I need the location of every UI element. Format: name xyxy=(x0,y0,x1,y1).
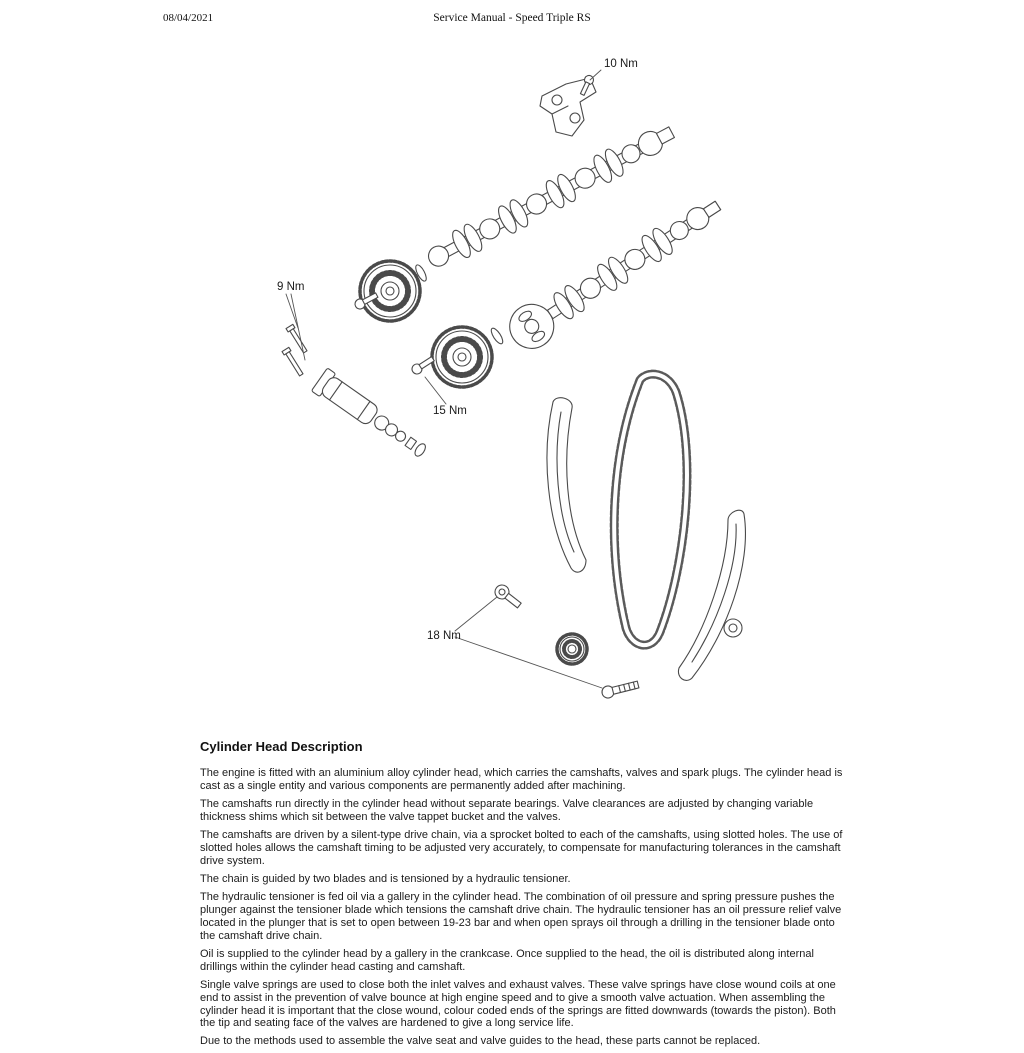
hydraulic-tensioner-illustration xyxy=(311,368,431,464)
cam-drive-chain-illustration xyxy=(614,374,687,645)
chain-guide-blade-rear-illustration xyxy=(678,510,745,680)
paragraph-valve-springs: Single valve springs are used to close both the inlet valves and exhaust valves. These valve springs have close wound coils at one end to assist in the prevention of valve bounce at high engine speed and to give a smooth valve actuation. When assembling the cylinder head it is important that the close wound, colour coded ends of the springs are fitted downwards (towards the piston). Both the tip and seating face of the valves are hardened to give a long service life. xyxy=(200,978,836,1030)
paragraph-camshafts-run: The camshafts run directly in the cylinder head without separate bearings. Valve clearances are adjusted by changing variable thickness shims which sit between the valve tappet bucket and the valves. xyxy=(200,797,814,823)
torque-label-10nm: 10 Nm xyxy=(604,58,638,70)
cam-sprocket-front-illustration xyxy=(360,261,420,321)
cam-sprocket-rear-illustration xyxy=(432,327,492,387)
paragraph-chain-guided: The chain is guided by two blades and is tensioned by a hydraulic tensioner. xyxy=(200,872,571,885)
idler-gear-illustration xyxy=(557,634,587,664)
blade-mount-bolt-illustration xyxy=(601,679,640,700)
paragraph-engine-head: The engine is fitted with an aluminium alloy cylinder head, which carries the camshafts, valves and spark plugs. The cylinder head is cast as a single entity and various components are permanently added after machining. xyxy=(200,767,843,792)
paragraph-oil-supply: Oil is supplied to the cylinder head by a gallery in the crankcase. Once supplied to the head, the oil is distributed along internal drillings within the cylinder head casting and camshaft. xyxy=(200,947,814,973)
torque-label-15nm: 15 Nm xyxy=(433,405,467,417)
page-date: 08/04/2021 xyxy=(163,12,214,24)
section-cylinder-head-description xyxy=(200,739,848,1053)
document-title: Service Manual - Speed Triple RS xyxy=(433,12,591,24)
torque-label-9nm: 9 Nm xyxy=(277,281,305,293)
paragraph-valve-seat: Due to the methods used to assemble the valve seat and valve guides to the head, these parts cannot be replaced. xyxy=(200,1035,761,1048)
tensioner-bolt-2-illustration xyxy=(282,347,305,377)
section-heading: Cylinder Head Description xyxy=(200,739,363,754)
paragraph-hydraulic-tensioner: The hydraulic tensioner is fed oil via a gallery in the cylinder head. The combination of oil pressure and spring pressure pushes the plunger against the tensioner blade which tensions the camshaft drive chain. The hydraulic tensioner has an oil pressure relief valve located in the plunger that is set to open between 19-23 bar and when open sprays oil through a drilling in the tensioner blade onto the camshaft drive chain. xyxy=(200,890,842,942)
pivot-washer-illustration xyxy=(724,619,742,637)
chain-guide-blade-front-illustration xyxy=(547,398,586,572)
cam-end-washer-rear xyxy=(489,327,505,346)
paragraph-camshafts-driven: The camshafts are driven by a silent-type drive chain, via a sprocket bolted to each of the camshafts, using slotted holes. The use of slotted holes allows the camshaft timing to be adjusted very accurately, to compensate for manufacturing tolerances in the camshaft drive system. xyxy=(200,828,843,867)
torque-label-18nm: 18 Nm xyxy=(427,630,461,642)
